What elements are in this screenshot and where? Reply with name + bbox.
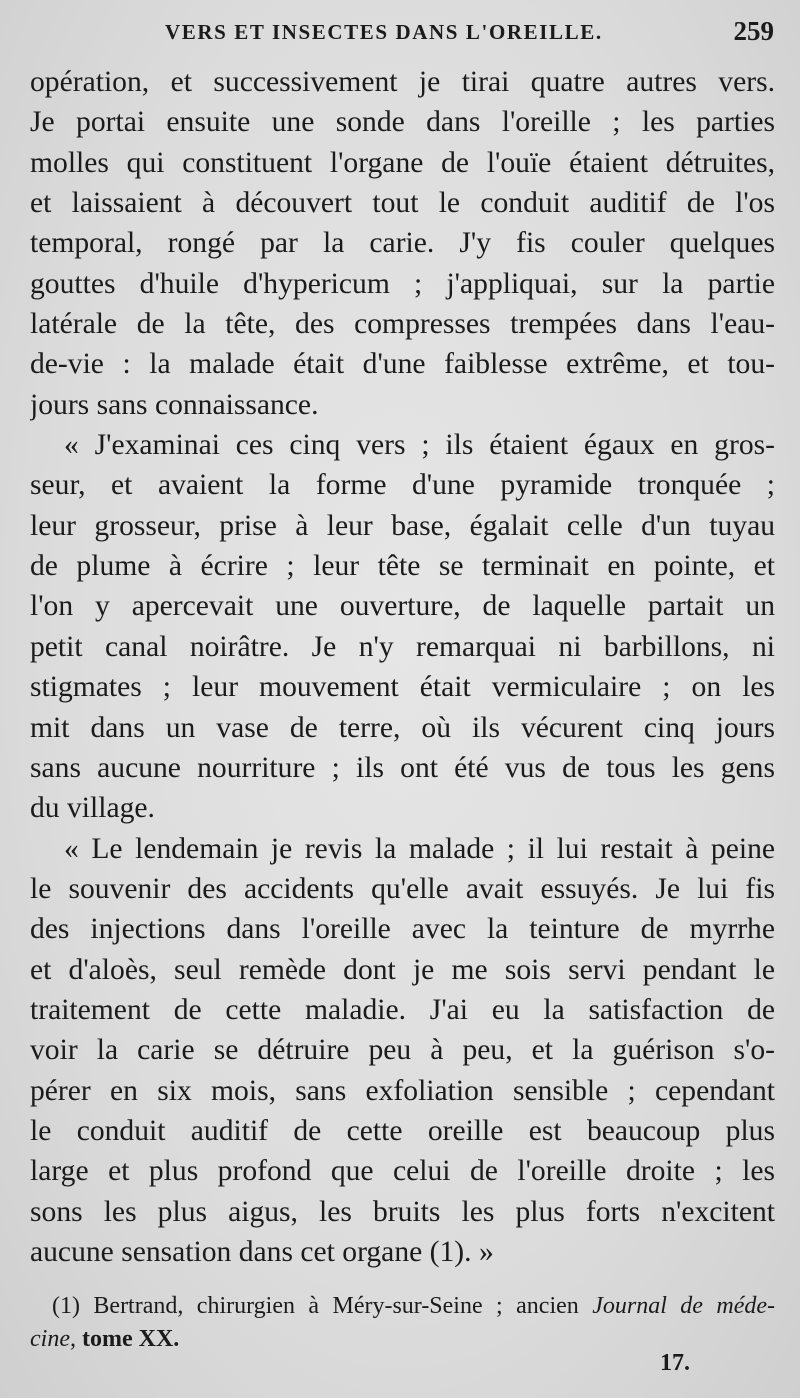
text-line: molles qui constituent l'organe de l'ouïe étaient détruites, (30, 146, 775, 179)
text-line: sans aucune nourriture ; ils ont été vus de tous les gens (30, 751, 775, 784)
page-number: 259 (733, 16, 774, 46)
text-line: de-vie : la malade était d'une faiblesse extrême, et tou- (30, 348, 775, 381)
text-line: le souvenir des accidents qu'elle avait essuyés. Je lui fis (30, 872, 775, 905)
footnote-journal-title: Journal de méde- (592, 1293, 775, 1319)
text-line: traitement de cette maladie. J'ai eu la satisfaction de (30, 993, 775, 1026)
text-line: du village. (30, 792, 155, 825)
text-line: petit canal noirâtre. Je n'y remarquai ni barbillons, ni (30, 630, 775, 663)
text-line: gouttes d'huile d'hypericum ; j'appliquai, sur la partie (30, 267, 775, 300)
signature-mark: 17. (660, 1350, 690, 1376)
text-line: l'on y apercevait une ouverture, de laquelle partait un (30, 590, 775, 623)
text-line: sons les plus aigus, les bruits les plus forts n'excitent (30, 1195, 775, 1228)
footnote (30, 1290, 775, 1356)
text-line: « Le lendemain je revis la malade ; il lui restait à peine (64, 832, 775, 865)
text-line: leur grosseur, prise à leur base, égalait celle d'un tuyau (30, 509, 775, 542)
text-line: pérer en six mois, sans exfoliation sensible ; cependant (30, 1074, 775, 1107)
text-line: large et plus profond que celui de l'oreille droite ; les (30, 1155, 775, 1188)
text-line: stigmates ; leur mouvement était vermiculaire ; on les (30, 671, 775, 704)
text-line: latérale de la tête, des compresses trempées dans l'eau- (30, 308, 775, 341)
text-line: et d'aloès, seul remède dont je me sois servi pendant le (30, 953, 775, 986)
text-line: et laissaient à découvert tout le conduit auditif de l'os (30, 187, 775, 220)
text-line: mit dans un vase de terre, où ils vécurent cinq jours (30, 711, 775, 744)
footnote-text: (1) Bertrand, chirurgien à Méry-sur-Seine ; ancien (52, 1293, 593, 1319)
footnote-line (30, 1290, 775, 1323)
text-line: seur, et avaient la forme d'une pyramide tronquée ; (30, 469, 775, 502)
running-title: VERS ET INSECTES DANS L'OREILLE. (165, 20, 603, 44)
footnote-volume: tome XX. (75, 1326, 180, 1352)
text-line: « J'examinai ces cinq vers ; ils étaient égaux en gros- (64, 429, 775, 462)
page-header (0, 14, 800, 54)
text-line: des injections dans l'oreille avec la teinture de myrrhe (30, 913, 775, 946)
body-text (30, 62, 775, 1272)
text-line: jours sans connaissance. (30, 388, 319, 421)
text-line: aucune sensation dans cet organe (1). » (30, 1235, 494, 1268)
text-line: de plume à écrire ; leur tête se terminait en pointe, et (30, 550, 775, 583)
text-line: le conduit auditif de cette oreille est beaucoup plus (30, 1114, 775, 1147)
text-line: Je portai ensuite une sonde dans l'oreille ; les parties (30, 106, 775, 139)
footnote-journal-title-cont: cine, (30, 1326, 76, 1352)
text-line: opération, et successivement je tirai quatre autres vers. (30, 66, 775, 98)
text-line: voir la carie se détruire peu à peu, et la guérison s'o- (30, 1034, 775, 1067)
text-line: temporal, rongé par la carie. J'y fis couler quelques (30, 227, 775, 260)
